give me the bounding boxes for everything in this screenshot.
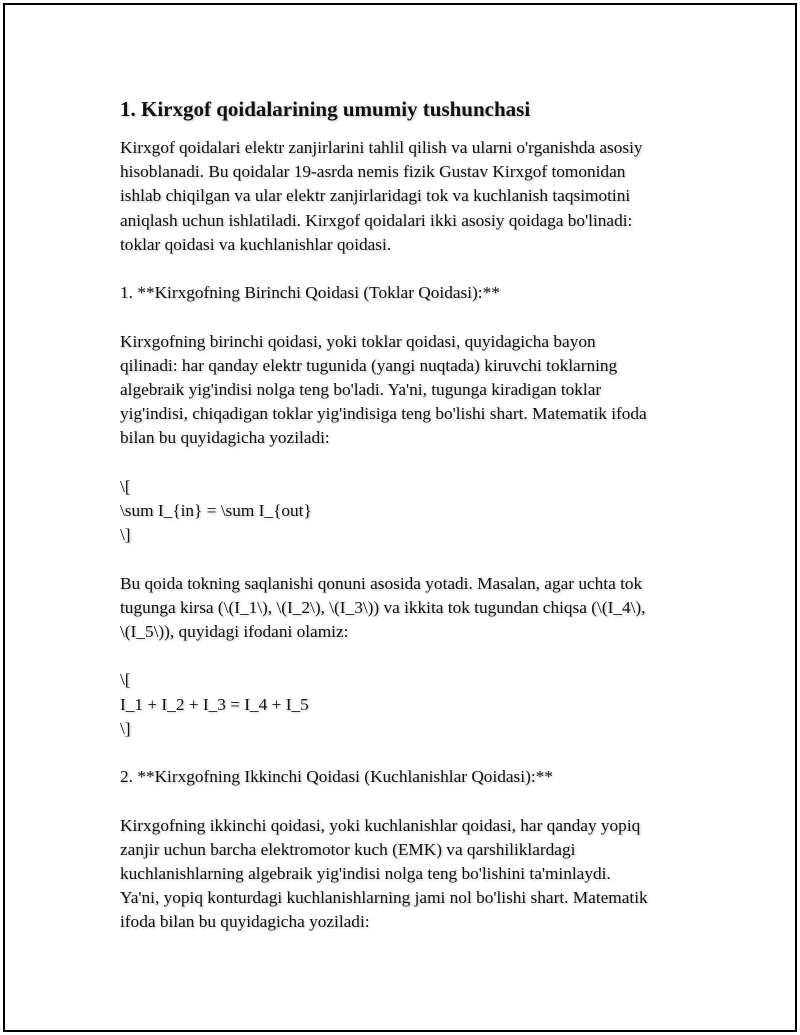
text-line: ishlab chiqilgan va ular elektr zanjirlaridagi tok va kuchlanish taqsimotini	[120, 186, 631, 206]
text-line: \]	[120, 718, 131, 738]
text-line: I_1 + I_2 + I_3 = I_4 + I_5	[120, 694, 309, 714]
text-line: \[	[120, 476, 131, 496]
paragraph-block	[120, 136, 695, 935]
text-line: toklar qoidasi va kuchlanishlar qoidasi.	[120, 234, 392, 254]
text-line: \]	[120, 525, 131, 545]
text-line: Bu qoida tokning saqlanishi qonuni asosida yotadi. Masalan, agar uchta tok	[120, 573, 643, 593]
text-line: 1. **Kirxgofning Birinchi Qoidasi (Toklar Qoidasi):**	[120, 283, 500, 303]
text-line: Kirxgofning birinchi qoidasi, yoki toklar qoidasi, quyidagicha bayon	[120, 331, 596, 351]
text-line: Kirxgofning ikkinchi qoidasi, yoki kuchlanishlar qoidasi, har qanday yopiq	[120, 815, 641, 835]
text-line: \(I_5\)), quyidagi ifodani olamiz:	[120, 622, 349, 641]
text-line: \sum I_{in} = \sum I_{out}	[120, 501, 312, 520]
blank-line	[120, 741, 695, 765]
text-line: tugunga kirsa (\(I_1\), \(I_2\), \(I_3\)) va ikkita tok tugundan chiqsa (\(I_4\),	[120, 597, 646, 617]
text-line: kuchlanishlarning algebraik yig'indisi nolga teng bo'lishini ta'minlaydi.	[120, 863, 611, 883]
text-line: 2. **Kirxgofning Ikkinchi Qoidasi (Kuchlanishlar Qoidasi):**	[120, 767, 553, 787]
blank-line	[120, 305, 695, 329]
text-line: yig'indisi, chiqadigan toklar yig'indisiga teng bo'lishi shart. Matematik ifoda	[120, 404, 647, 424]
text-line: hisoblanadi. Bu qoidalar 19-asrda nemis fizik Gustav Kirxgof tomonidan	[120, 162, 626, 182]
text-line: qilinadi: har qanday elektr tugunida (yangi nuqtada) kiruvchi toklarning	[120, 355, 618, 375]
text-line: zanjir uchun barcha elektromotor kuch (EMK) va qarshiliklardagi	[120, 839, 576, 859]
blank-line	[120, 257, 695, 281]
section-heading: 1. Kirxgof qoidalarining umumiy tushunchasi	[120, 97, 531, 121]
text-line: aniqlash uchun ishlatiladi. Kirxgof qoidalari ikki asosiy qoidaga bo'linadi:	[120, 210, 633, 230]
text-line: Kirxgof qoidalari elektr zanjirlarini tahlil qilish va ularni o'rganishda asosiy	[120, 138, 643, 157]
blank-line	[120, 789, 695, 813]
page-frame	[3, 3, 797, 1032]
blank-line	[120, 547, 695, 571]
text-line: algebraik yig'indisi nolga teng bo'ladi. Ya'ni, tugunga kiradigan toklar	[120, 380, 602, 399]
blank-line	[120, 451, 695, 475]
blank-line	[120, 644, 695, 668]
document-body	[120, 96, 695, 935]
text-line: ifoda bilan bu quyidagicha yoziladi:	[120, 912, 370, 932]
text-line: bilan bu quyidagicha yoziladi:	[120, 428, 330, 448]
text-line: Ya'ni, yopiq konturdagi kuchlanishlarning jami nol bo'lishi shart. Matematik	[120, 888, 648, 908]
text-line: \[	[120, 670, 131, 690]
